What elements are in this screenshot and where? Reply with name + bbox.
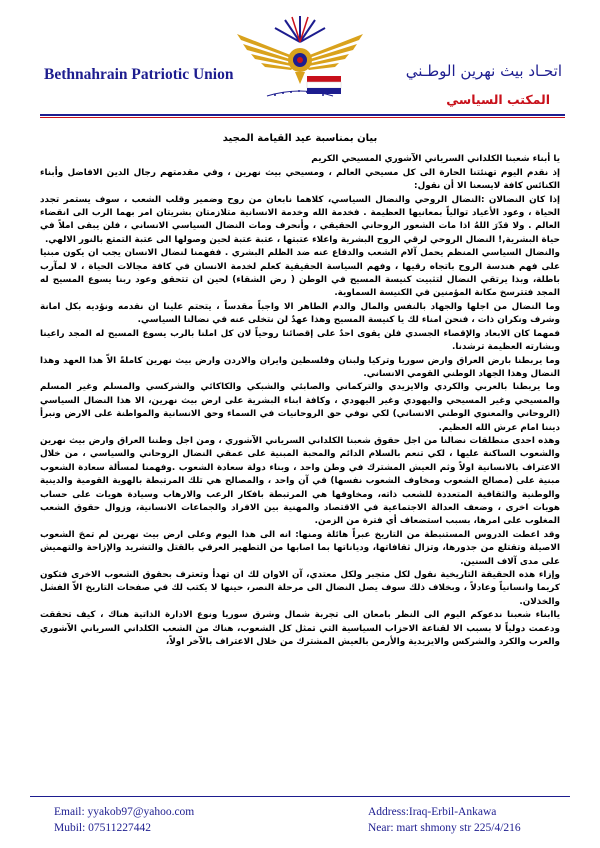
paragraph: فمهما كان الابعاد والإقصاء الجسدي فلن يقوى احدٌ على إقصائنا روحياً لان كل املنا بالرب يسوع المسيح له المجد راعينا وبشارته العظيمة ترشدنا. [40, 328, 560, 353]
paragraph: ياابناء شعبنا ندعوكم اليوم الى النظر بامعان الى تجربة شمال وشرق سوريا ونوع الادارة الذاتية هناك ، كيف تحققت ودعمت دولياً لا بسبب الا لقناعة الاحزاب السياسية التي تمثل كل الشعوب، هناك من الشعب الكلداني السرياني الآشوري والعرب والكرد والشركس والايزيدية والأرمن بالعيش المشترك من خلال الاعتراف بالآخر اولاً، [40, 610, 560, 648]
paragraph: وإزاء هذه الحقيقة التاريخية نقول لكل متجبر ولكل معتدي، آن الاوان لك ان تهدأ وتعترف بحقوق الشعوب الاخرى فتكون كريما وانسانياً وعادلاً ، وبخلاف ذلك سوف يصل النضال الى مرحلة النصر، حينها لا يكتب لك في صفحات التاريخ الاّ الفشل والخذلان. [40, 570, 560, 607]
paragraph: وما يربطنا بارض العراق وارض سوريا وتركيا ولبنان وفلسطين وايران والاردن وارض بيث نهرين كاملةً الاّ هذا العهد وهذا النضال وهذا الجهاد الوطني القومي الانساني. [40, 355, 560, 379]
right-wing-icon [307, 34, 363, 70]
mobile-text: Mubil: 07511227442 [54, 822, 152, 834]
address-text: Address:Iraq-Erbil-Ankawa [368, 806, 497, 818]
letterhead [0, 0, 600, 118]
header-divider-accent [40, 117, 565, 118]
near-text: Near: mart shmony str 225/4/216 [368, 822, 521, 834]
sun-rays-icon [275, 16, 325, 42]
winged-sun-emblem-icon [233, 12, 367, 106]
paragraph: والنضال السياسي المنظم يحمل آلام الشعب والدفاع عنه ضد الظلم البشري . ففهمنا لنضال الانسان يجب ان يكون مبنيا على فهم هندسة الروح باتجاه رقيها ، وفهم السياسة الحقيقية كعلم لخدمة الانسان في كافة مجالات الحياة ، لا لمآرب باطلة، وبذا يرتقي النضال لتثبيت كنيسة المسيح في الوطن ( رض الشقاء) لحين ان تتحقق وعود ربنا يسوع المسيح له المجد فتترسخ مكانة المؤمنين في الكنيسة السماوية. [40, 248, 560, 299]
statement-title: بيان بمناسبة عيد القيامة المجيد [222, 133, 378, 144]
email-text: Email: yyakob97@yahoo.com [54, 806, 195, 818]
paragraph: وما النضال من اجلها والجهاد بالنفس والمال والدم الطاهر الا واجباً مقدساً ، يتحتم علينا ان نقدمه ونؤديه بكل امانة وشرف ونكران ذات ، فنحن امناء لك يا كنيسة المسيح وهذا عهدٌ لن نتخلى عنه في نضالنا السياسي. [40, 301, 560, 326]
org-name-arabic: اتحـاد بيث نهرين الوطـني [405, 62, 562, 80]
paragraph: إذا كان النضالان :النضال الروحي والنضال السياسي، كلاهما نابعان من روح وضمير وقلب الشعب ، سوف يستمر تجدد الحياة ، وعود الأعياد توالياً بمعانيها العظيمة . فخدمة الله وخدمة الانسانية متلازمتان بشريتان امر بهما الرب الى انقضاء العالم . ولا قدّرَ اللهُ اذا مات الشعور الروحاني الحقيقي ، وأنحرف ومات النضال السياسي الانساني ، فلن يبقى املاً في حياة البشرية,! النضال الروحي لرقي الروح البشرية واعلاء عتبتها ، عتبة عتبة لحين وصولها الى عتبة التمتع بالنور الالهي. [40, 194, 560, 245]
header-divider [40, 114, 565, 116]
contact-left [54, 804, 194, 836]
contact-right [368, 804, 521, 836]
statement-body [40, 128, 560, 790]
contact-footer [0, 790, 600, 848]
paragraph: إذ نقدم اليوم تهنئتنا الحارة الى كل مسيحي العالم ، ومسيحي بيث نهرين ، وفي مقدمتهم رجال الدين الافاضل وأبناء الكنائس كافة لايسعنا الا أن نقول: [40, 167, 560, 192]
paragraph: يا أبناء شعبنا الكلداني السرياني الآشوري المسيحي الكريم [311, 154, 560, 165]
political-office-label: المكتب السياسي [446, 92, 550, 107]
footer-divider [30, 796, 570, 797]
org-name-english: Bethnahrain Patriotic Union [44, 66, 234, 83]
paragraph: وما يربطنا بالعربي والكردي والايزيدي والتركماني والصابئي والشبكي والكاكائي والشركسي والمسلم وغير المسلم والمسيحي وغير المسيحي واليهودي وغير اليهودي ، وكافة ابناء البشرية على ارض بيث نهرين، الا هذا النضال السياسي (الروحاني والمعنوي الوطني الانساني) لكي نوفي حق الروحانيات في السماء وحق الانسانية والمواطنة على الارض ونبرأ ديننا امام عرش الله العظيم. [40, 382, 560, 433]
left-wing-icon [237, 34, 293, 70]
paragraph: وقد اعطت الدروس المستنبطة من التاريخ عبراً هائلة ومنها: انه الى هذا اليوم وعلى ارض بيث نهرين لم تمحَ الشعوب الاصيلة وتقتلع من جذورها، وتزال ثقافاتها، ودياناتها بما اصابها من التطهير العرقي بالقتل والتشريد والإزاحة والتهميش على مدى آلاف السنين. [40, 529, 560, 567]
paragraph: وهذه احدى منطلقات نضالنا من اجل حقوق شعبنا الكلداني السرياني الآشوري ، ومن اجل وطننا العراق وارض بيث نهرين والشعوب الساكنة عليها ، لكي تنعم بالسلام الدائم والمحبة المبنية على عمقي النضال الروحاني والسياسي ، من خلال الاعتراف بالانسانية اولاً وثم العيش المشترك في وطن واحد ، وبناء دولة سعادة الشعوب .وفهمنا لمسألة سعادة الشعوب مبنية على (مصالح الشعوب ومخاوف الشعوب نفسها) في آن واحد ، والمصالح هي تلك المرتبطة بالهوية القومية والدينية والوطنية والثقافية المتعددة للشعب ذاته، ومخاوفها هي المرتبطة بافكار الرعب والارهاب وسيادة هويات على حساب هويات اخرى ، وضعف العدالة الاجتماعية في الاقتصاد والمهنية بين الافراد والجماعات الانسانية، وزوال حقوق الشعب المغلوب على امرها، بسبب استضعاف أي فترة من الزمن. [40, 435, 560, 527]
